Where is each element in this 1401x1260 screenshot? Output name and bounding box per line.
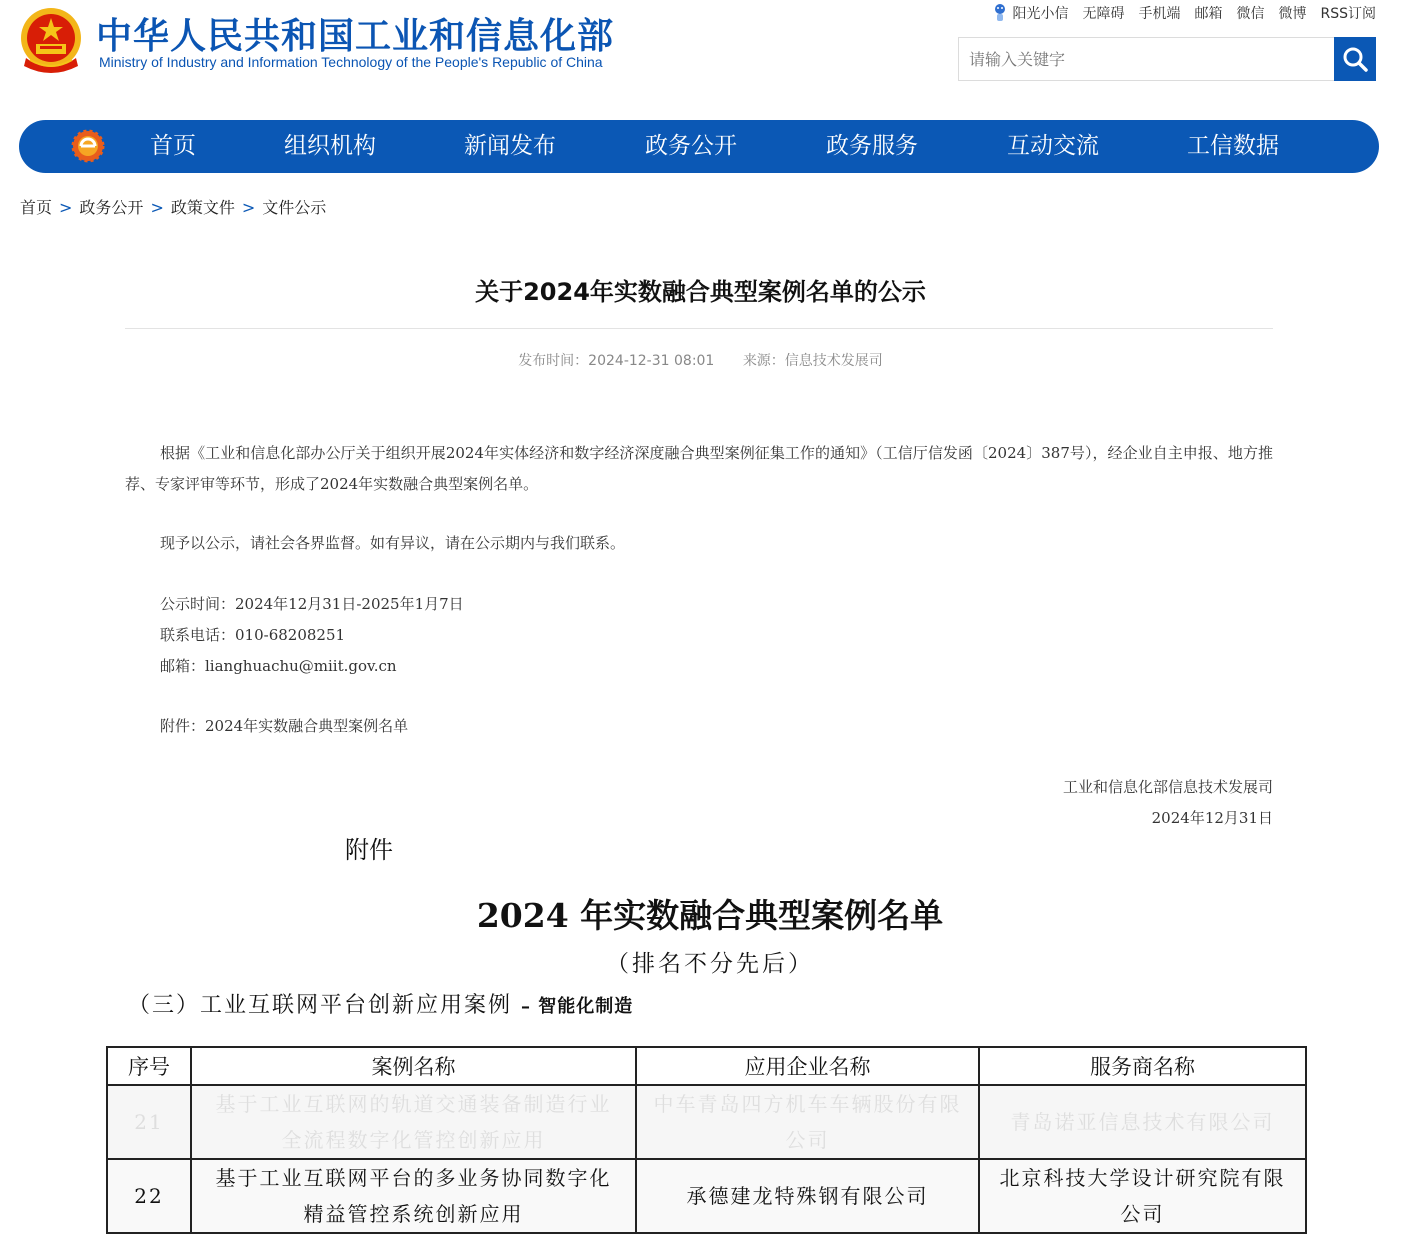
column-header-enterprise: 应用企业名称	[636, 1047, 979, 1085]
breadcrumb-government-affairs[interactable]: 政务公开	[79, 198, 144, 217]
title-divider	[125, 328, 1273, 329]
cell-enterprise: 中车青岛四方机车车辆股份有限公司	[636, 1085, 979, 1159]
breadcrumb-separator: >	[59, 198, 73, 217]
article-meta	[0, 350, 1401, 370]
search-input[interactable]	[959, 38, 1335, 80]
article-paragraph-2: 现予以公示，请社会各界监督。如有异议，请在公示期内与我们联系。	[160, 534, 626, 552]
nav-item-data[interactable]: 工信数据	[1187, 133, 1279, 159]
nav-item-services[interactable]: 政务服务	[826, 133, 918, 159]
breadcrumb-separator: >	[241, 198, 256, 217]
cell-provider: 青岛诺亚信息技术有限公司	[979, 1085, 1306, 1159]
article-source: 来源：信息技术发展司	[742, 353, 883, 369]
table-row	[107, 1159, 1306, 1233]
column-header-number: 序号	[107, 1047, 191, 1085]
nav-item-news[interactable]: 新闻发布	[464, 133, 556, 159]
nav-item-home[interactable]: 首页	[150, 133, 196, 159]
top-link-rss[interactable]: RSS订阅	[1320, 6, 1376, 22]
breadcrumb-file-notices[interactable]: 文件公示	[262, 198, 327, 217]
search-button[interactable]	[1334, 37, 1376, 81]
attachment-label: 附件	[345, 836, 393, 864]
contact-phone: 联系电话：010-68208251	[160, 626, 346, 644]
section-heading-sub: – 智能化制造	[521, 996, 634, 1017]
top-link-weibo[interactable]: 微博	[1278, 6, 1307, 22]
national-emblem-logo	[18, 6, 84, 76]
top-link-mailbox[interactable]: 邮箱	[1194, 6, 1223, 22]
section-heading-main: （三）工业互联网平台创新应用案例	[128, 993, 513, 1018]
breadcrumb-home[interactable]: 首页	[20, 198, 53, 217]
table-row	[107, 1085, 1306, 1159]
top-link-wechat[interactable]: 微信	[1236, 6, 1265, 22]
cell-number: 21	[107, 1085, 191, 1159]
search-box	[958, 37, 1376, 81]
site-title: 中华人民共和国工业和信息化部	[96, 16, 615, 57]
top-link-label: 阳光小信	[1012, 6, 1069, 22]
cell-case-name: 基于工业互联网平台的多业务协同数字化精益管控系统创新应用	[191, 1159, 636, 1233]
notice-period: 公示时间：2024年12月31日-2025年1月7日	[160, 595, 464, 613]
miit-logo-icon[interactable]	[71, 129, 105, 163]
section-heading	[128, 988, 633, 1019]
column-header-provider: 服务商名称	[979, 1047, 1306, 1085]
article-title: 关于2024年实数融合典型案例名单的公示	[475, 278, 926, 306]
signature-date: 2024年12月31日	[1151, 809, 1273, 827]
top-link-mobile[interactable]: 手机端	[1138, 6, 1181, 22]
nav-item-organization[interactable]: 组织机构	[284, 133, 376, 159]
search-icon	[1342, 46, 1368, 72]
mascot-icon	[992, 3, 1008, 23]
top-link-sunshine[interactable]	[992, 3, 1068, 23]
nav-item-government-affairs[interactable]: 政务公开	[645, 133, 737, 159]
publish-time: 发布时间：2024-12-31 08:01	[518, 353, 715, 369]
cell-number: 22	[107, 1159, 191, 1233]
contact-email: 邮箱：lianghuachu@miit.gov.cn	[160, 657, 397, 675]
attachment-title: 2024 年实数融合典型案例名单	[476, 896, 944, 935]
cell-case-name: 基于工业互联网的轨道交通装备制造行业全流程数字化管控创新应用	[191, 1085, 636, 1159]
column-header-case-name: 案例名称	[191, 1047, 636, 1085]
attachment-subtitle: （排名不分先后）	[606, 951, 814, 977]
site-subtitle: Ministry of Industry and Information Technology of the People's Republic of China	[99, 54, 603, 70]
top-link-accessibility[interactable]: 无障碍	[1082, 6, 1125, 22]
attachment-link[interactable]: 附件：2024年实数融合典型案例名单	[160, 717, 409, 735]
breadcrumb-separator: >	[150, 198, 164, 217]
top-links	[992, 3, 1376, 23]
cases-table	[106, 1046, 1307, 1234]
table-header-row	[107, 1047, 1306, 1085]
article-paragraph-1: 根据《工业和信息化部办公厅关于组织开展2024年实体经济和数字经济深度融合典型案例征集工作的通知》（工信厅信发函〔2024〕387号），经企业自主申报、地方推荐、专家评审等环节，形成了2024年实数融合典型案例名单。	[125, 444, 1273, 493]
signature-org: 工业和信息化部信息技术发展司	[1062, 778, 1273, 796]
nav-item-interaction[interactable]: 互动交流	[1007, 133, 1099, 159]
breadcrumb	[20, 195, 326, 218]
main-nav	[19, 120, 1379, 173]
breadcrumb-policy-documents[interactable]: 政策文件	[170, 198, 235, 217]
cell-provider: 北京科技大学设计研究院有限公司	[979, 1159, 1306, 1233]
cell-enterprise: 承德建龙特殊钢有限公司	[636, 1159, 979, 1233]
